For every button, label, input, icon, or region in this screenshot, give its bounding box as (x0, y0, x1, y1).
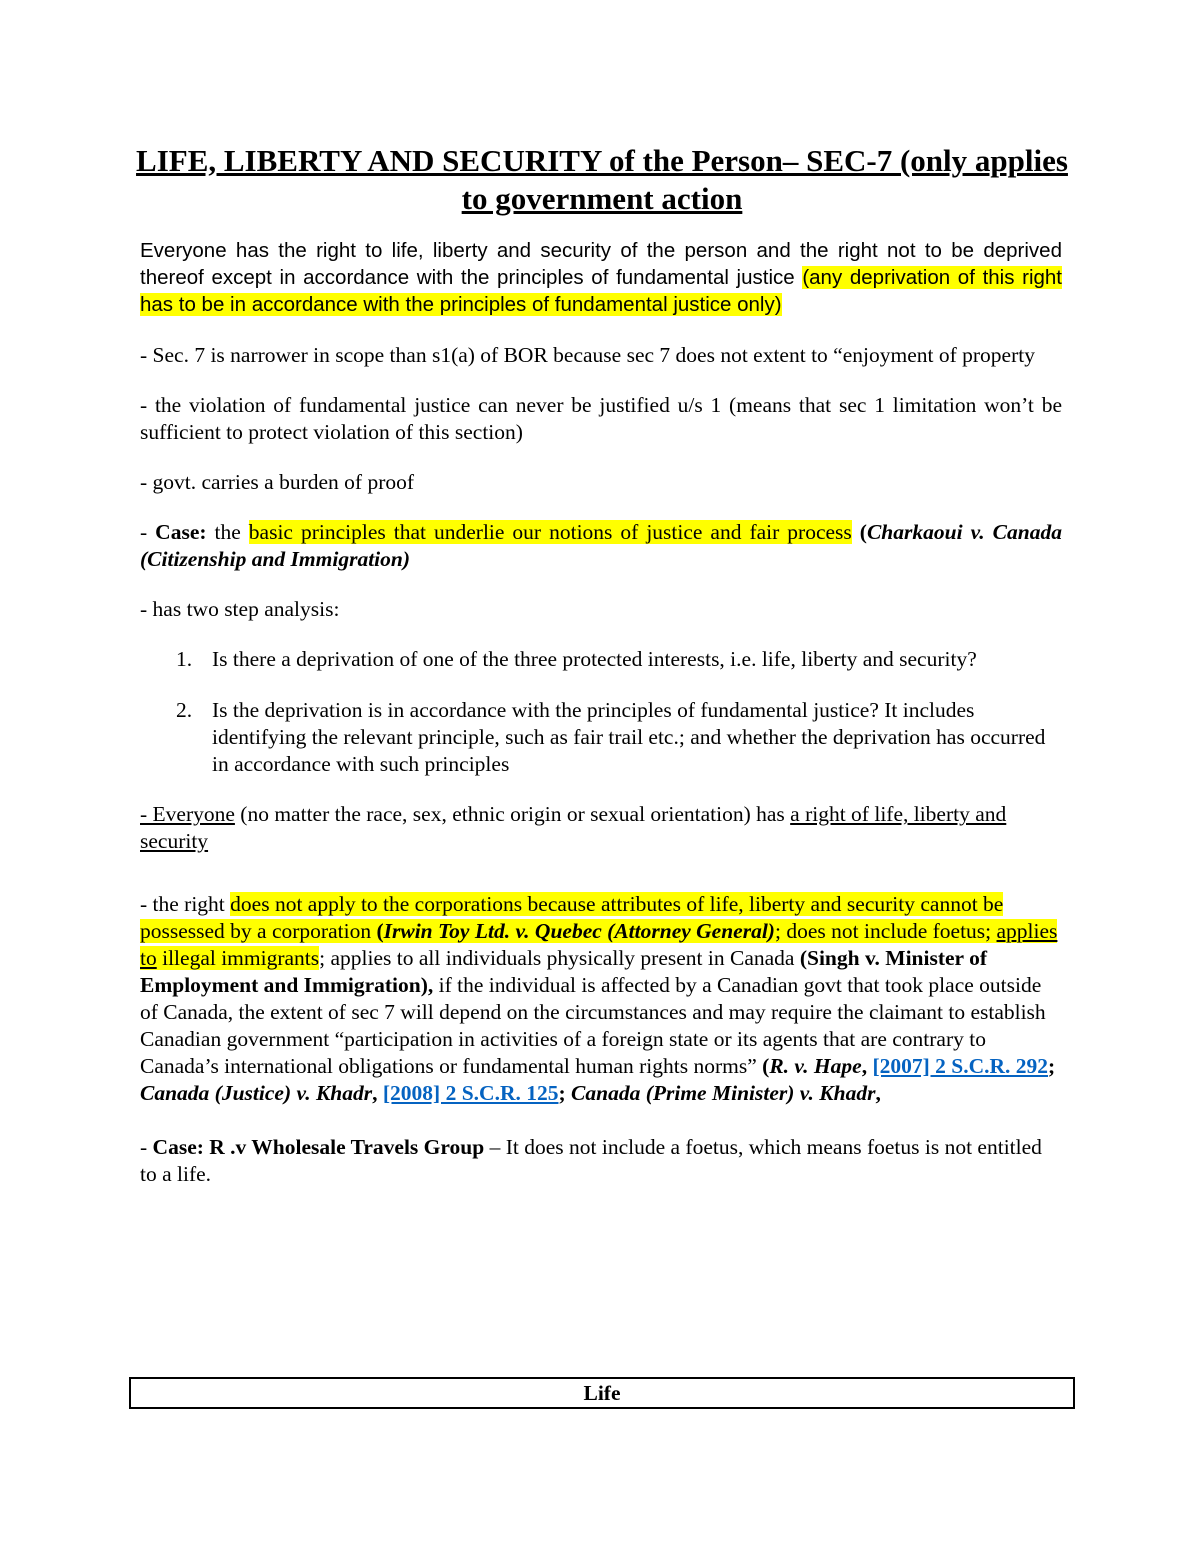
everyone-right-underlined: a right of life, liberty and security (140, 802, 1007, 853)
case-citation: Charkaoui v. Canada (Citizenship and Immigration) (140, 520, 1062, 571)
corp-sep: ; (558, 1081, 572, 1105)
intro-paragraph (140, 237, 1062, 318)
corp-highlight-paren: ( (376, 919, 384, 943)
corp-paren: ( (762, 1054, 770, 1078)
case-label: Case: R .v Wholesale Travels Group (152, 1135, 485, 1159)
document-body (140, 237, 1062, 1188)
bullet-burden-of-proof: - govt. carries a burden of proof (140, 470, 415, 494)
everyone-underlined: - Everyone (140, 802, 235, 826)
two-step-heading: - has two step analysis: (140, 597, 340, 621)
steps-list (140, 646, 1062, 778)
intro-text: Everyone has the right to life, liberty and security of the person and the right not to be deprived thereof except in accordance with the principles of fundamental justice (140, 239, 1062, 289)
corp-sep: , (372, 1081, 383, 1105)
corp-citation-khadr-pm: Canada (Prime Minister) v. Khadr (571, 1081, 876, 1105)
corporations-paragraph (140, 891, 1062, 1107)
case-text: – It does not include a foetus, which means foetus is not entitled to a life. (140, 1135, 1042, 1186)
corp-citation-irwin: Irwin Toy Ltd. v. Quebec (Attorney General) (383, 919, 775, 943)
citation-link-2008[interactable]: [2008] 2 S.C.R. 125 (382, 1081, 559, 1105)
citation-link-2007[interactable]: [2007] 2 S.C.R. 292 (872, 1054, 1049, 1078)
corp-highlight: ; does not include foetus; (774, 919, 997, 943)
case-space (852, 520, 860, 544)
step-text: Is there a deprivation of one of the three protected interests, i.e. life, liberty and security? (212, 647, 977, 671)
case-prefix: - (140, 520, 156, 544)
case-charkaoui (140, 519, 1062, 573)
corp-sep: ; (1048, 1054, 1056, 1078)
life-section-box (129, 1377, 1075, 1409)
page-title: LIFE, LIBERTY AND SECURITY of the Person– SEC-7 (only applies to government action (136, 143, 1068, 216)
list-item (140, 697, 1062, 778)
corp-text: if the individual is affected by a Canadian govt that took place outside of Canada, the extent of sec 7 will depend on the circumstances and may require the claimant to establish Canadian government “participation in activities of a foreign state or its agents that are contrary to Canada’s international obligations or fundamental human rights norms” (140, 973, 1046, 1078)
step-text: Is the deprivation is in accordance with the principles of fundamental justice? It includes identifying the relevant principle, such as fair trail etc.; and whether the deprivation has occurred in accordance with such principles (212, 698, 1046, 776)
corp-text: ; applies to all individuals physically present in Canada (319, 946, 800, 970)
corp-highlight-underlined: applies to (140, 919, 1058, 970)
corp-sep: , (861, 1054, 873, 1078)
everyone-middle: (no matter the race, sex, ethnic origin or sexual orientation) has (234, 802, 791, 826)
case-prefix: - (140, 1135, 153, 1159)
corp-citation-singh: (Singh v. Minister of Employment and Immigration), (140, 946, 987, 997)
case-the: the (206, 520, 249, 544)
bullet-narrower-scope: - Sec. 7 is narrower in scope than s1(a) of BOR because sec 7 does not extent to “enjoyment of property (140, 343, 1035, 367)
list-item (140, 646, 1062, 673)
corp-highlight: illegal immigrants (156, 946, 320, 970)
step-number: 1. (176, 647, 193, 671)
corp-text: - the right (140, 892, 231, 916)
case-highlight: basic principles that underlie our notions of justice and fair process (248, 520, 852, 544)
life-section-label: Life (583, 1381, 621, 1405)
corp-highlight: does not apply to the corporations because attributes of life, liberty and security cannot be possessed by a corporation (140, 892, 1004, 943)
corp-sep: , (875, 1081, 881, 1105)
corp-citation-khadr-justice: Canada (Justice) v. Khadr (140, 1081, 373, 1105)
case-wholesale-travels (140, 1134, 1062, 1188)
step-number: 2. (176, 698, 193, 722)
corp-citation-hape: R. v. Hape (769, 1054, 862, 1078)
case-open-paren: ( (859, 520, 867, 544)
case-label: Case: (155, 520, 207, 544)
bullet-violation: - the violation of fundamental justice can never be justified u/s 1 (means that sec 1 limitation won’t be sufficient to protect violation of this section) (140, 393, 1062, 444)
intro-highlight: (any deprivation of this right has to be in accordance with the principles of fundamental justice only) (140, 266, 1063, 316)
everyone-paragraph (140, 801, 1062, 855)
